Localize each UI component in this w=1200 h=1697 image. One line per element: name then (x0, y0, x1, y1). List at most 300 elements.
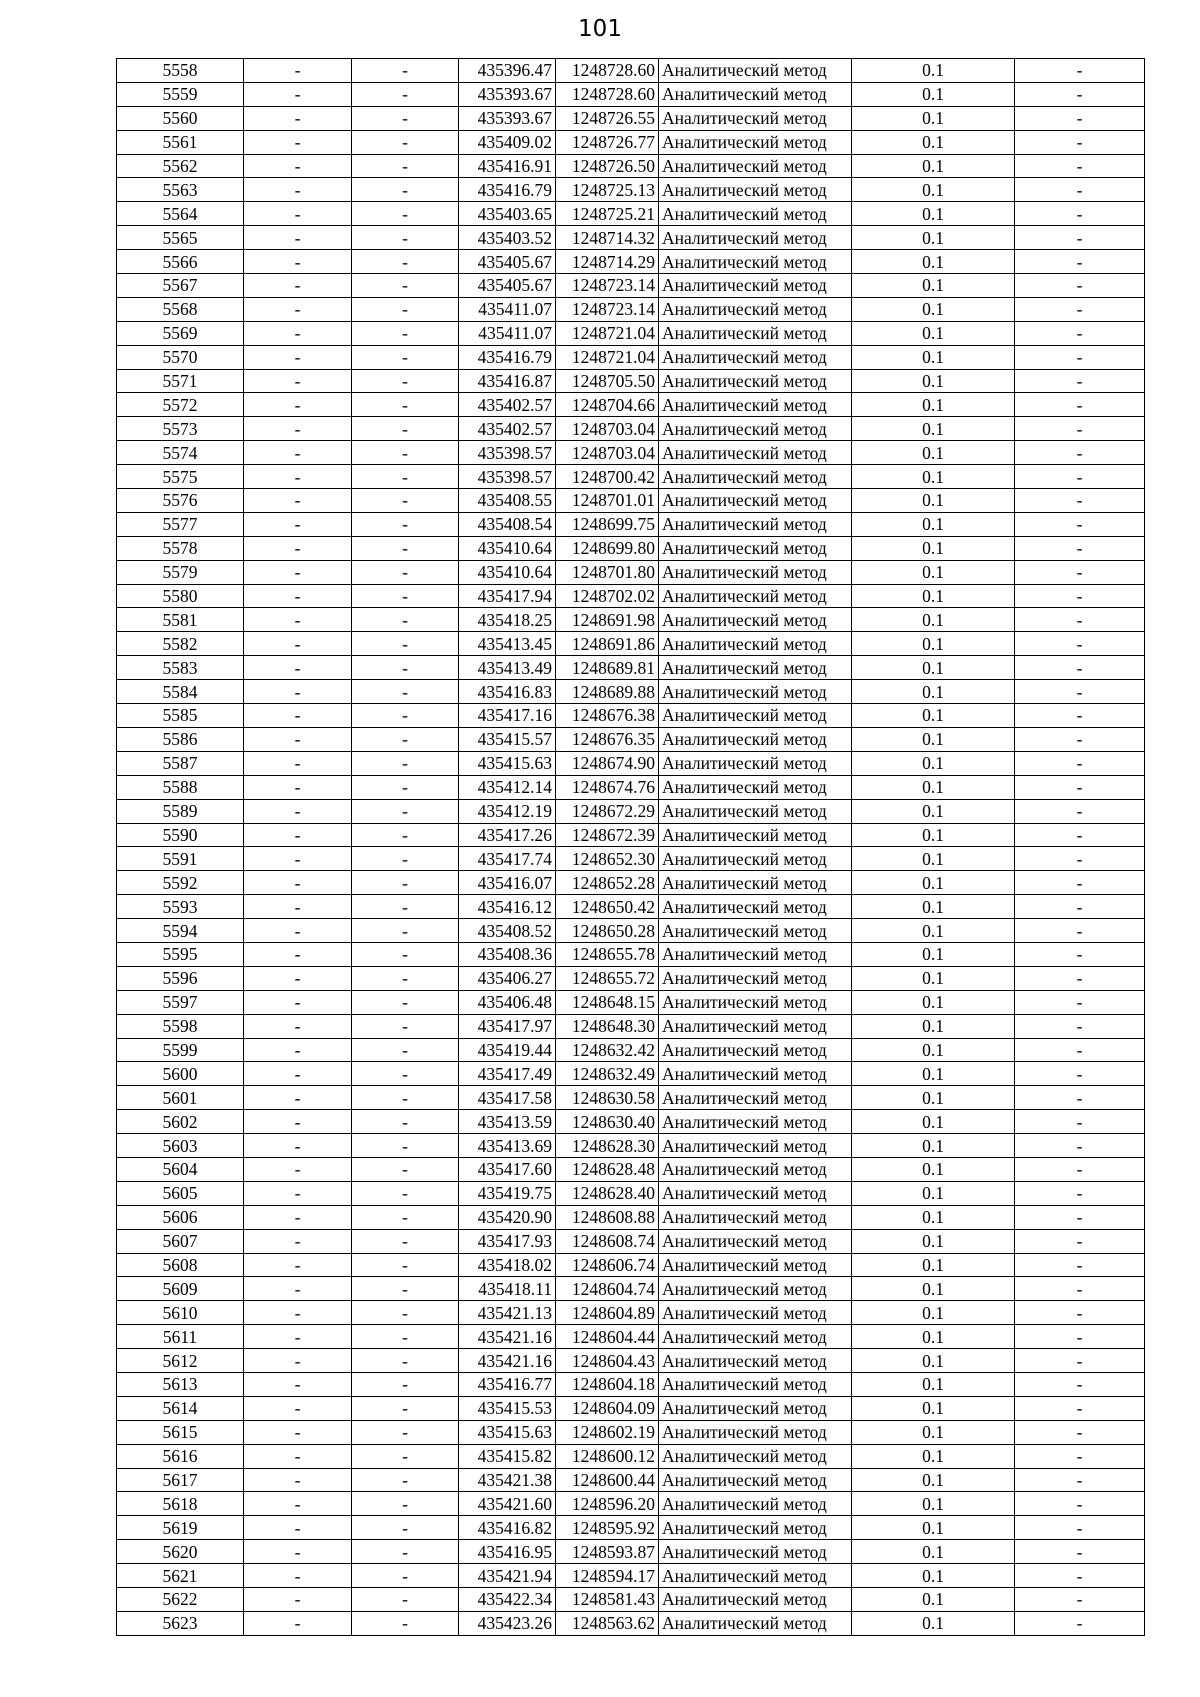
empty-value-cell: - (244, 59, 352, 83)
empty-value-cell: - (1015, 1444, 1145, 1468)
empty-value-cell: - (244, 680, 352, 704)
empty-value-cell: - (352, 489, 459, 513)
method-cell: Аналитический метод (659, 465, 852, 489)
y-coordinate-cell: 1248714.29 (556, 250, 659, 274)
empty-value-cell: - (352, 1492, 459, 1516)
empty-value-cell: - (244, 226, 352, 250)
accuracy-cell: 0.1 (852, 202, 1015, 226)
y-coordinate-cell: 1248606.74 (556, 1253, 659, 1277)
empty-value-cell: - (352, 704, 459, 728)
x-coordinate-cell: 435421.94 (459, 1564, 556, 1588)
method-cell: Аналитический метод (659, 966, 852, 990)
x-coordinate-cell: 435393.67 (459, 82, 556, 106)
table-row (117, 871, 1145, 895)
y-coordinate-cell: 1248701.01 (556, 489, 659, 513)
table-row (117, 1205, 1145, 1229)
y-coordinate-cell: 1248705.50 (556, 369, 659, 393)
method-cell: Аналитический метод (659, 1205, 852, 1229)
empty-value-cell: - (352, 1277, 459, 1301)
y-coordinate-cell: 1248728.60 (556, 82, 659, 106)
empty-value-cell: - (244, 536, 352, 560)
empty-value-cell: - (1015, 130, 1145, 154)
y-coordinate-cell: 1248604.18 (556, 1372, 659, 1396)
empty-value-cell: - (244, 1110, 352, 1134)
point-number-cell: 5585 (117, 704, 244, 728)
x-coordinate-cell: 435417.74 (459, 847, 556, 871)
method-cell: Аналитический метод (659, 632, 852, 656)
y-coordinate-cell: 1248704.66 (556, 393, 659, 417)
empty-value-cell: - (1015, 1611, 1145, 1635)
empty-value-cell: - (1015, 441, 1145, 465)
table-row (117, 1611, 1145, 1635)
empty-value-cell: - (352, 1301, 459, 1325)
y-coordinate-cell: 1248701.80 (556, 560, 659, 584)
empty-value-cell: - (1015, 1062, 1145, 1086)
method-cell: Аналитический метод (659, 1110, 852, 1134)
accuracy-cell: 0.1 (852, 1205, 1015, 1229)
accuracy-cell: 0.1 (852, 321, 1015, 345)
accuracy-cell: 0.1 (852, 1611, 1015, 1635)
x-coordinate-cell: 435415.63 (459, 751, 556, 775)
table-row (117, 942, 1145, 966)
point-number-cell: 5600 (117, 1062, 244, 1086)
accuracy-cell: 0.1 (852, 489, 1015, 513)
method-cell: Аналитический метод (659, 489, 852, 513)
empty-value-cell: - (352, 154, 459, 178)
empty-value-cell: - (352, 1157, 459, 1181)
empty-value-cell: - (352, 847, 459, 871)
x-coordinate-cell: 435415.53 (459, 1396, 556, 1420)
x-coordinate-cell: 435412.14 (459, 775, 556, 799)
empty-value-cell: - (244, 82, 352, 106)
method-cell: Аналитический метод (659, 321, 852, 345)
method-cell: Аналитический метод (659, 59, 852, 83)
page-number: 101 (578, 16, 622, 42)
y-coordinate-cell: 1248672.29 (556, 799, 659, 823)
accuracy-cell: 0.1 (852, 632, 1015, 656)
table-row (117, 1468, 1145, 1492)
y-coordinate-cell: 1248632.49 (556, 1062, 659, 1086)
accuracy-cell: 0.1 (852, 393, 1015, 417)
empty-value-cell: - (1015, 608, 1145, 632)
point-number-cell: 5576 (117, 489, 244, 513)
table-row (117, 847, 1145, 871)
method-cell: Аналитический метод (659, 1325, 852, 1349)
y-coordinate-cell: 1248630.40 (556, 1110, 659, 1134)
y-coordinate-cell: 1248596.20 (556, 1492, 659, 1516)
empty-value-cell: - (1015, 584, 1145, 608)
empty-value-cell: - (1015, 465, 1145, 489)
method-cell: Аналитический метод (659, 751, 852, 775)
empty-value-cell: - (244, 1325, 352, 1349)
method-cell: Аналитический метод (659, 1516, 852, 1540)
x-coordinate-cell: 435413.49 (459, 656, 556, 680)
table-row (117, 1157, 1145, 1181)
method-cell: Аналитический метод (659, 226, 852, 250)
empty-value-cell: - (1015, 1205, 1145, 1229)
point-number-cell: 5572 (117, 393, 244, 417)
empty-value-cell: - (1015, 1396, 1145, 1420)
y-coordinate-cell: 1248600.44 (556, 1468, 659, 1492)
empty-value-cell: - (244, 1086, 352, 1110)
method-cell: Аналитический метод (659, 1349, 852, 1373)
empty-value-cell: - (244, 1301, 352, 1325)
point-number-cell: 5583 (117, 656, 244, 680)
x-coordinate-cell: 435406.27 (459, 966, 556, 990)
empty-value-cell: - (244, 942, 352, 966)
empty-value-cell: - (352, 1396, 459, 1420)
table-row (117, 226, 1145, 250)
x-coordinate-cell: 435423.26 (459, 1611, 556, 1635)
x-coordinate-cell: 435410.64 (459, 536, 556, 560)
empty-value-cell: - (244, 871, 352, 895)
x-coordinate-cell: 435416.12 (459, 895, 556, 919)
empty-value-cell: - (1015, 775, 1145, 799)
y-coordinate-cell: 1248600.12 (556, 1444, 659, 1468)
empty-value-cell: - (1015, 1492, 1145, 1516)
y-coordinate-cell: 1248676.35 (556, 727, 659, 751)
empty-value-cell: - (244, 1611, 352, 1635)
x-coordinate-cell: 435415.63 (459, 1420, 556, 1444)
table-row (117, 1396, 1145, 1420)
x-coordinate-cell: 435421.16 (459, 1325, 556, 1349)
empty-value-cell: - (244, 656, 352, 680)
accuracy-cell: 0.1 (852, 775, 1015, 799)
empty-value-cell: - (352, 1229, 459, 1253)
accuracy-cell: 0.1 (852, 1540, 1015, 1564)
point-number-cell: 5584 (117, 680, 244, 704)
empty-value-cell: - (244, 178, 352, 202)
point-number-cell: 5569 (117, 321, 244, 345)
method-cell: Аналитический метод (659, 1181, 852, 1205)
method-cell: Аналитический метод (659, 560, 852, 584)
table-row (117, 1588, 1145, 1612)
empty-value-cell: - (352, 799, 459, 823)
accuracy-cell: 0.1 (852, 441, 1015, 465)
empty-value-cell: - (1015, 966, 1145, 990)
method-cell: Аналитический метод (659, 82, 852, 106)
y-coordinate-cell: 1248728.60 (556, 59, 659, 83)
empty-value-cell: - (244, 1253, 352, 1277)
point-number-cell: 5619 (117, 1516, 244, 1540)
empty-value-cell: - (352, 608, 459, 632)
empty-value-cell: - (1015, 393, 1145, 417)
empty-value-cell: - (244, 1277, 352, 1301)
x-coordinate-cell: 435411.07 (459, 297, 556, 321)
empty-value-cell: - (244, 512, 352, 536)
empty-value-cell: - (1015, 1038, 1145, 1062)
empty-value-cell: - (244, 202, 352, 226)
empty-value-cell: - (1015, 1014, 1145, 1038)
method-cell: Аналитический метод (659, 369, 852, 393)
y-coordinate-cell: 1248689.81 (556, 656, 659, 680)
table-row (117, 1253, 1145, 1277)
method-cell: Аналитический метод (659, 608, 852, 632)
empty-value-cell: - (1015, 942, 1145, 966)
table-row (117, 823, 1145, 847)
x-coordinate-cell: 435413.59 (459, 1110, 556, 1134)
y-coordinate-cell: 1248723.14 (556, 274, 659, 298)
accuracy-cell: 0.1 (852, 1110, 1015, 1134)
empty-value-cell: - (352, 990, 459, 1014)
empty-value-cell: - (244, 1588, 352, 1612)
point-number-cell: 5586 (117, 727, 244, 751)
empty-value-cell: - (1015, 1420, 1145, 1444)
empty-value-cell: - (244, 727, 352, 751)
point-number-cell: 5591 (117, 847, 244, 871)
accuracy-cell: 0.1 (852, 847, 1015, 871)
x-coordinate-cell: 435396.47 (459, 59, 556, 83)
y-coordinate-cell: 1248608.88 (556, 1205, 659, 1229)
table-row (117, 489, 1145, 513)
point-number-cell: 5606 (117, 1205, 244, 1229)
accuracy-cell: 0.1 (852, 704, 1015, 728)
point-number-cell: 5602 (117, 1110, 244, 1134)
accuracy-cell: 0.1 (852, 297, 1015, 321)
x-coordinate-cell: 435406.48 (459, 990, 556, 1014)
accuracy-cell: 0.1 (852, 656, 1015, 680)
table-row (117, 751, 1145, 775)
x-coordinate-cell: 435419.44 (459, 1038, 556, 1062)
empty-value-cell: - (352, 1205, 459, 1229)
empty-value-cell: - (244, 704, 352, 728)
accuracy-cell: 0.1 (852, 417, 1015, 441)
empty-value-cell: - (244, 1564, 352, 1588)
x-coordinate-cell: 435417.16 (459, 704, 556, 728)
table-row (117, 465, 1145, 489)
accuracy-cell: 0.1 (852, 608, 1015, 632)
y-coordinate-cell: 1248648.15 (556, 990, 659, 1014)
empty-value-cell: - (244, 1349, 352, 1373)
empty-value-cell: - (352, 178, 459, 202)
method-cell: Аналитический метод (659, 1229, 852, 1253)
accuracy-cell: 0.1 (852, 226, 1015, 250)
table-row (117, 656, 1145, 680)
y-coordinate-cell: 1248674.76 (556, 775, 659, 799)
table-row (117, 727, 1145, 751)
table-row (117, 584, 1145, 608)
method-cell: Аналитический метод (659, 1396, 852, 1420)
empty-value-cell: - (352, 1372, 459, 1396)
table-row (117, 895, 1145, 919)
point-number-cell: 5582 (117, 632, 244, 656)
accuracy-cell: 0.1 (852, 1492, 1015, 1516)
method-cell: Аналитический метод (659, 274, 852, 298)
empty-value-cell: - (1015, 297, 1145, 321)
table-row (117, 1110, 1145, 1134)
method-cell: Аналитический метод (659, 656, 852, 680)
accuracy-cell: 0.1 (852, 1420, 1015, 1444)
y-coordinate-cell: 1248721.04 (556, 345, 659, 369)
accuracy-cell: 0.1 (852, 1134, 1015, 1158)
accuracy-cell: 0.1 (852, 465, 1015, 489)
empty-value-cell: - (352, 1588, 459, 1612)
coordinates-table-body (117, 59, 1145, 1636)
table-row (117, 966, 1145, 990)
point-number-cell: 5570 (117, 345, 244, 369)
empty-value-cell: - (352, 871, 459, 895)
point-number-cell: 5613 (117, 1372, 244, 1396)
y-coordinate-cell: 1248714.32 (556, 226, 659, 250)
table-row (117, 82, 1145, 106)
method-cell: Аналитический метод (659, 1588, 852, 1612)
x-coordinate-cell: 435417.93 (459, 1229, 556, 1253)
table-row (117, 1277, 1145, 1301)
y-coordinate-cell: 1248602.19 (556, 1420, 659, 1444)
empty-value-cell: - (352, 680, 459, 704)
point-number-cell: 5575 (117, 465, 244, 489)
x-coordinate-cell: 435402.57 (459, 393, 556, 417)
empty-value-cell: - (244, 632, 352, 656)
empty-value-cell: - (1015, 369, 1145, 393)
x-coordinate-cell: 435409.02 (459, 130, 556, 154)
method-cell: Аналитический метод (659, 584, 852, 608)
empty-value-cell: - (352, 1062, 459, 1086)
empty-value-cell: - (244, 1062, 352, 1086)
y-coordinate-cell: 1248655.78 (556, 942, 659, 966)
empty-value-cell: - (1015, 1540, 1145, 1564)
x-coordinate-cell: 435421.13 (459, 1301, 556, 1325)
method-cell: Аналитический метод (659, 942, 852, 966)
y-coordinate-cell: 1248650.28 (556, 919, 659, 943)
empty-value-cell: - (1015, 178, 1145, 202)
method-cell: Аналитический метод (659, 130, 852, 154)
method-cell: Аналитический метод (659, 704, 852, 728)
method-cell: Аналитический метод (659, 1062, 852, 1086)
accuracy-cell: 0.1 (852, 727, 1015, 751)
empty-value-cell: - (352, 1468, 459, 1492)
method-cell: Аналитический метод (659, 154, 852, 178)
empty-value-cell: - (244, 608, 352, 632)
empty-value-cell: - (352, 632, 459, 656)
x-coordinate-cell: 435417.94 (459, 584, 556, 608)
point-number-cell: 5560 (117, 106, 244, 130)
method-cell: Аналитический метод (659, 512, 852, 536)
y-coordinate-cell: 1248650.42 (556, 895, 659, 919)
table-row (117, 1444, 1145, 1468)
point-number-cell: 5603 (117, 1134, 244, 1158)
x-coordinate-cell: 435416.79 (459, 345, 556, 369)
table-row (117, 154, 1145, 178)
method-cell: Аналитический метод (659, 1540, 852, 1564)
point-number-cell: 5614 (117, 1396, 244, 1420)
table-row (117, 441, 1145, 465)
x-coordinate-cell: 435398.57 (459, 441, 556, 465)
table-row (117, 799, 1145, 823)
table-row (117, 1062, 1145, 1086)
accuracy-cell: 0.1 (852, 59, 1015, 83)
method-cell: Аналитический метод (659, 1014, 852, 1038)
empty-value-cell: - (244, 1014, 352, 1038)
point-number-cell: 5610 (117, 1301, 244, 1325)
y-coordinate-cell: 1248593.87 (556, 1540, 659, 1564)
empty-value-cell: - (352, 1086, 459, 1110)
empty-value-cell: - (1015, 417, 1145, 441)
accuracy-cell: 0.1 (852, 1516, 1015, 1540)
empty-value-cell: - (352, 274, 459, 298)
empty-value-cell: - (352, 59, 459, 83)
y-coordinate-cell: 1248628.40 (556, 1181, 659, 1205)
empty-value-cell: - (352, 1181, 459, 1205)
empty-value-cell: - (1015, 751, 1145, 775)
empty-value-cell: - (352, 441, 459, 465)
empty-value-cell: - (352, 1444, 459, 1468)
point-number-cell: 5604 (117, 1157, 244, 1181)
empty-value-cell: - (244, 799, 352, 823)
empty-value-cell: - (244, 1229, 352, 1253)
empty-value-cell: - (244, 321, 352, 345)
empty-value-cell: - (244, 751, 352, 775)
y-coordinate-cell: 1248628.48 (556, 1157, 659, 1181)
y-coordinate-cell: 1248700.42 (556, 465, 659, 489)
accuracy-cell: 0.1 (852, 823, 1015, 847)
y-coordinate-cell: 1248725.13 (556, 178, 659, 202)
y-coordinate-cell: 1248703.04 (556, 441, 659, 465)
empty-value-cell: - (352, 1110, 459, 1134)
empty-value-cell: - (352, 345, 459, 369)
table-row (117, 369, 1145, 393)
empty-value-cell: - (1015, 345, 1145, 369)
x-coordinate-cell: 435408.36 (459, 942, 556, 966)
accuracy-cell: 0.1 (852, 1588, 1015, 1612)
accuracy-cell: 0.1 (852, 345, 1015, 369)
accuracy-cell: 0.1 (852, 584, 1015, 608)
accuracy-cell: 0.1 (852, 966, 1015, 990)
empty-value-cell: - (352, 584, 459, 608)
point-number-cell: 5565 (117, 226, 244, 250)
empty-value-cell: - (244, 560, 352, 584)
table-row (117, 919, 1145, 943)
method-cell: Аналитический метод (659, 178, 852, 202)
x-coordinate-cell: 435417.26 (459, 823, 556, 847)
point-number-cell: 5589 (117, 799, 244, 823)
empty-value-cell: - (352, 1253, 459, 1277)
empty-value-cell: - (244, 345, 352, 369)
method-cell: Аналитический метод (659, 297, 852, 321)
x-coordinate-cell: 435417.97 (459, 1014, 556, 1038)
point-number-cell: 5564 (117, 202, 244, 226)
empty-value-cell: - (352, 250, 459, 274)
y-coordinate-cell: 1248721.04 (556, 321, 659, 345)
y-coordinate-cell: 1248628.30 (556, 1134, 659, 1158)
accuracy-cell: 0.1 (852, 1181, 1015, 1205)
method-cell: Аналитический метод (659, 775, 852, 799)
accuracy-cell: 0.1 (852, 1325, 1015, 1349)
point-number-cell: 5573 (117, 417, 244, 441)
point-number-cell: 5577 (117, 512, 244, 536)
point-number-cell: 5612 (117, 1349, 244, 1373)
point-number-cell: 5593 (117, 895, 244, 919)
method-cell: Аналитический метод (659, 1086, 852, 1110)
table-row (117, 250, 1145, 274)
accuracy-cell: 0.1 (852, 274, 1015, 298)
accuracy-cell: 0.1 (852, 942, 1015, 966)
point-number-cell: 5578 (117, 536, 244, 560)
point-number-cell: 5615 (117, 1420, 244, 1444)
empty-value-cell: - (244, 417, 352, 441)
accuracy-cell: 0.1 (852, 799, 1015, 823)
point-number-cell: 5574 (117, 441, 244, 465)
accuracy-cell: 0.1 (852, 1253, 1015, 1277)
point-number-cell: 5616 (117, 1444, 244, 1468)
y-coordinate-cell: 1248702.02 (556, 584, 659, 608)
accuracy-cell: 0.1 (852, 1014, 1015, 1038)
empty-value-cell: - (1015, 536, 1145, 560)
x-coordinate-cell: 435416.91 (459, 154, 556, 178)
point-number-cell: 5607 (117, 1229, 244, 1253)
accuracy-cell: 0.1 (852, 1277, 1015, 1301)
y-coordinate-cell: 1248689.88 (556, 680, 659, 704)
